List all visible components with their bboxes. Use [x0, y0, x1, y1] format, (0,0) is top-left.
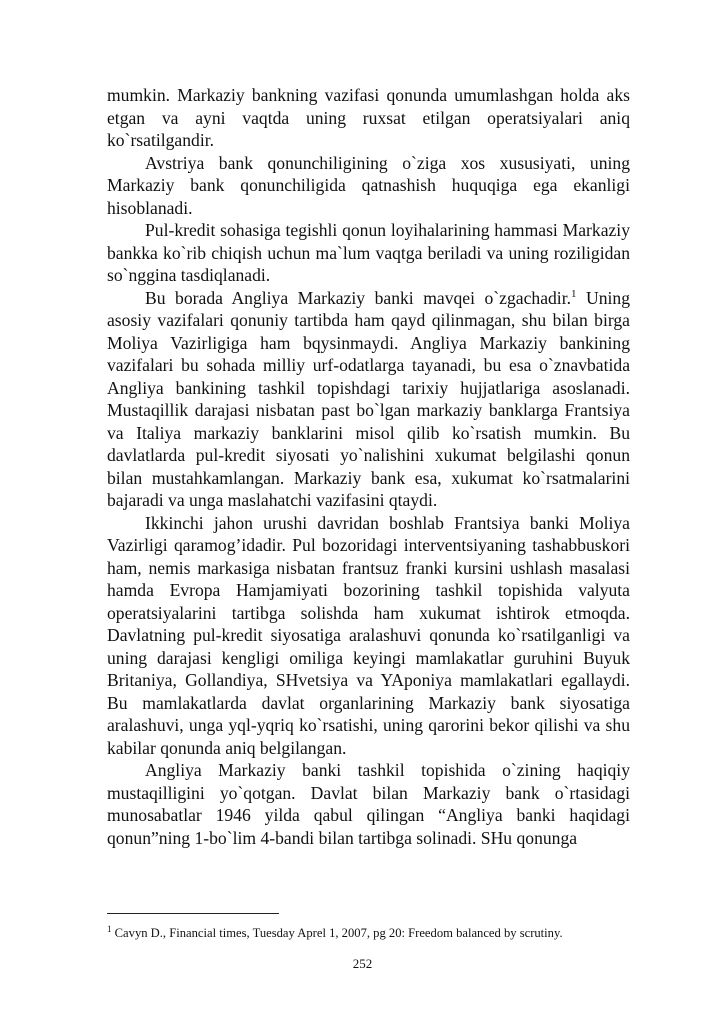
footnote-reference[interactable]: 1	[570, 287, 577, 300]
footnote-marker: 1	[107, 924, 112, 934]
document-body	[107, 84, 630, 849]
footnote-divider	[107, 913, 279, 914]
footnote-text: Cavyn D., Financial times, Tuesday Aprel 1, 2007, pg 20: Freedom balanced by scrutiny.	[114, 926, 563, 941]
paragraph-6: Angliya Markaziy banki tashkil topishida o`zining haqiqiy mustaqilligini yo`qotgan. Davlat bilan Markaziy bank o`rtasidagi munosabatlar 1946 yilda qabul qilingan “Angliya banki haqidagi qonun”ning 1-bo`lim 4-bandi bilan tartibga solinadi. SHu qonunga	[107, 760, 630, 848]
paragraph-3: Pul-kredit sohasiga tegishli qonun loyihalarining hammasi Markaziy bankka ko`rib chiqish uchun ma`lum vaqtga beriladi va uning roziligidan so`nggina tasdiqlanadi.	[107, 220, 630, 285]
paragraph-1: mumkin. Markaziy bankning vazifasi qonunda umumlashgan holda aks etgan va ayni vaqtda uning ruxsat etilgan operatsiyalari aniq ko`rsatilgandir.	[107, 85, 630, 150]
paragraph-5: Ikkinchi jahon urushi davridan boshlab Frantsiya banki Moliya Vazirligi qaramog’idadir. Pul bozoridagi interventsiyaning tashabbuskori ham, nemis markasiga nisbatan frantsuz franki kursini ushlash masalasi hamda Evropa Hamjamiyati bozorining tashkil topishida valyuta operatsiyalarini tartibga solishda ham xukumat ishtirok etmoqda. Davlatning pul-kredit siyosatiga aralashuvi qonunda ko`rsatilganligi va uning darajasi kengligi omiliga keyingi mamlakatlar guruhini Buyuk Britaniya, Gollandiya, SHvetsiya va YAponiya mamlakatlari egallaydi. Bu mamlakatlarda davlat organlarining Markaziy bank siyosatiga aralashuvi, unga yql-yqriq ko`rsatishi, uning qarorini bekor qilishi va shu kabilar qonunda aniq belgilangan.	[107, 512, 630, 758]
paragraph-4-rest: Uning asosiy vazifalari qonuniy tartibda ham qayd qilinmagan, shu bilan birga Moliya Vazirligiga ham bqysinmaydi. Angliya Markaziy bankining vazifalari bu sohada milliy urf-odatlarga tayanadi, bu esa o`znavbatida Angliya bankining tashkil topishdagi tarixiy hujjatlariga asoslanadi. Mustaqillik darajasi nisbatan past bo`lgan markaziy banklarga Frantsiya va Italiya markaziy banklarini misol qilib ko`rsatish mumkin. Bu davlatlarda pul-kredit siyosati yo`nalishini xukumat belgilashi qonun bilan mustahkamlangan. Markaziy bank esa, xukumat ko`rsatmalarini bajaradi va unga maslahatchi vazifasini qtaydi.	[107, 287, 630, 510]
paragraph-2: Avstriya bank qonunchiligining o`ziga xos xususiyati, uning Markaziy bank qonunchiligida qatnashish huquqiga ega ekanligi hisoblanadi.	[107, 152, 630, 218]
page-number: 252	[352, 956, 373, 971]
footnote	[107, 921, 647, 941]
paragraph-4-lead: Bu borada Angliya Markaziy banki mavqei o`zgachadir.	[145, 287, 571, 308]
paragraph-4	[107, 287, 630, 512]
